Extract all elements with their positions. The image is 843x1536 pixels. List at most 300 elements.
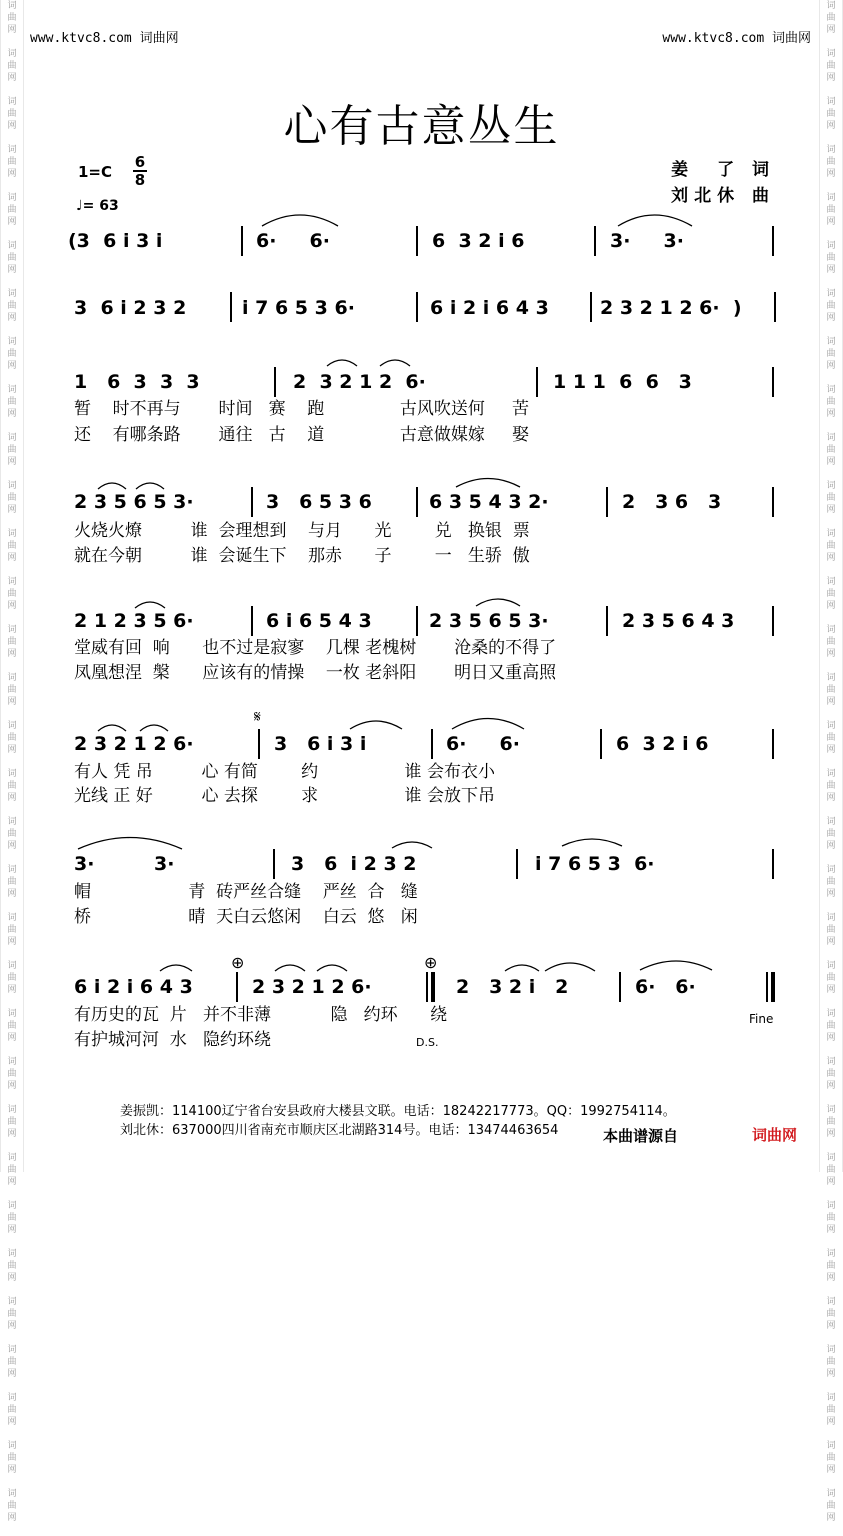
watermark-char: 词 [826, 913, 836, 923]
watermark-char: 曲 [826, 1117, 836, 1127]
measure-18: 2 3 5 6 5 3· [429, 610, 549, 632]
watermark-char: 网 [826, 121, 836, 131]
watermark-char: 词 [7, 1489, 17, 1499]
watermark-gap [820, 564, 842, 576]
watermark-gap [820, 1284, 842, 1296]
measure-27: 6 i 2 i 6 4 3 [74, 976, 193, 998]
measure-12: 2 3 5 6 5 3· [74, 491, 194, 513]
watermark-char: 曲 [826, 445, 836, 455]
watermark-char: 曲 [7, 733, 17, 743]
tie-arc [452, 719, 524, 730]
watermark-char: 网 [7, 1417, 17, 1427]
watermark-char: 曲 [826, 1357, 836, 1367]
watermark-char: 词 [826, 865, 836, 875]
measure-23: 6 3 2 i 6 [616, 733, 709, 755]
watermark-char: 曲 [7, 877, 17, 887]
barline [416, 226, 418, 256]
watermark-gap [1, 1236, 23, 1248]
watermark-char: 词 [7, 721, 17, 731]
watermark-char: 曲 [826, 733, 836, 743]
watermark-char: 曲 [7, 781, 17, 791]
measure-29: 2 3 2 i 2 [456, 976, 569, 998]
score-row-5 [0, 851, 843, 881]
watermark-char: 网 [826, 745, 836, 755]
watermark-char: 曲 [7, 1213, 17, 1223]
watermark-char: 曲 [826, 1069, 836, 1079]
watermark-char: 曲 [7, 253, 17, 263]
watermark-char: 词 [7, 577, 17, 587]
site-url-right[interactable]: www.ktvc8.com 词曲网 [662, 31, 811, 46]
watermark-char: 网 [7, 745, 17, 755]
watermark-char: 词 [826, 1249, 836, 1259]
barline [600, 729, 602, 759]
watermark-gap [1, 1476, 23, 1488]
score-row-2 [0, 489, 843, 519]
barline [251, 487, 253, 517]
watermark-char: 网 [826, 601, 836, 611]
barline [772, 487, 774, 517]
watermark-gap [1, 708, 23, 720]
barline [236, 972, 238, 1002]
watermark-char: 词 [7, 1, 17, 11]
watermark-char: 网 [826, 1465, 836, 1475]
watermark-char: 词 [7, 433, 17, 443]
measure-26: i 7 6 5 3 6· [535, 853, 655, 875]
coda-sign: ⊕ [424, 953, 438, 972]
watermark-char: 曲 [826, 973, 836, 983]
measure-7: 6 i 2 i 6 4 3 [430, 297, 549, 319]
watermark-char: 曲 [826, 109, 836, 119]
measure-11: 1 1 1 6 6 3 [553, 371, 692, 393]
watermark-char: 词 [826, 961, 836, 971]
measure-28: 2 3 2 1 2 6· [252, 976, 372, 998]
watermark-char: 网 [826, 1321, 836, 1331]
watermark-char: 词 [826, 1393, 836, 1403]
watermark-char: 词 [826, 1, 836, 11]
watermark-char: 曲 [7, 829, 17, 839]
watermark-char: 网 [826, 985, 836, 995]
watermark-char: 词 [7, 1345, 17, 1355]
watermark-gap [820, 1236, 842, 1248]
watermark-char: 网 [7, 1273, 17, 1283]
watermark-char: 网 [826, 217, 836, 227]
brand-logo[interactable]: 词曲网 [752, 1126, 798, 1144]
barline [772, 849, 774, 879]
lyricist-contact: 姜振凯：114100辽宁省台安县政府大楼县文联。电话：18242217773。QQ：1992754114。 [120, 1104, 676, 1119]
watermark-char: 词 [826, 769, 836, 779]
barline [536, 367, 538, 397]
watermark-char: 词 [7, 1009, 17, 1019]
watermark-gap [1, 564, 23, 576]
watermark-char: 曲 [826, 1453, 836, 1463]
watermark-char: 曲 [826, 1021, 836, 1031]
watermark-char: 曲 [826, 397, 836, 407]
watermark-gap [1, 1332, 23, 1344]
measure-14: 6 3 5 4 3 2· [429, 491, 549, 513]
watermark-gap [1, 180, 23, 192]
composer-contact: 刘北休：637000四川省南充市顺庆区北湖路314号。电话：13474463654 [120, 1123, 559, 1138]
lyric-verse-2: 凤凰想涅 槃 应该有的情操 一枚 老斜阳 明日又重高照 [74, 663, 557, 683]
watermark-char: 词 [7, 673, 17, 683]
watermark-gap [1, 36, 23, 48]
measure-6: i 7 6 5 3 6· [242, 297, 355, 319]
meter-bottom: 8 [134, 171, 146, 189]
watermark-char: 网 [7, 985, 17, 995]
watermark-char: 词 [826, 1489, 836, 1499]
barline [241, 226, 243, 256]
slur-arc [476, 599, 520, 606]
watermark-char: 网 [7, 1081, 17, 1091]
measure-3: 6 3 2 i 6 [432, 230, 525, 252]
watermark-char: 曲 [7, 13, 17, 23]
tie-arc [78, 838, 182, 850]
watermark-char: 网 [7, 505, 17, 515]
watermark-char: 网 [7, 313, 17, 323]
watermark-char: 网 [826, 361, 836, 371]
watermark-char: 网 [826, 25, 836, 35]
watermark-char: 网 [7, 217, 17, 227]
watermark-char: 曲 [7, 1021, 17, 1031]
watermark-char: 曲 [7, 541, 17, 551]
watermark-char: 曲 [826, 589, 836, 599]
watermark-char: 词 [7, 529, 17, 539]
watermark-char: 词 [826, 49, 836, 59]
watermark-char: 词 [7, 385, 17, 395]
watermark-gap [820, 276, 842, 288]
watermark-char: 网 [826, 553, 836, 563]
source-label: 本曲谱源自 [603, 1127, 679, 1145]
watermark-char: 曲 [826, 205, 836, 215]
watermark-char: 词 [7, 625, 17, 635]
watermark-char: 词 [826, 529, 836, 539]
time-signature [132, 154, 148, 188]
barline [416, 292, 418, 322]
watermark-char: 词 [7, 337, 17, 347]
score-row-intro-2 [0, 295, 843, 325]
measure-25: 3 6 i 2 3 2 [291, 853, 417, 875]
watermark-gap [820, 1140, 842, 1152]
watermark-char: 词 [7, 145, 17, 155]
watermark-char: 词 [7, 1057, 17, 1067]
site-url-left[interactable]: www.ktvc8.com 词曲网 [30, 31, 179, 46]
watermark-gap [1, 276, 23, 288]
lyric-verse-2: 还 有哪条路 通往 古 道 古意做媒嫁 娶 [74, 425, 529, 445]
watermark-char: 曲 [7, 1405, 17, 1415]
watermark-char: 网 [826, 313, 836, 323]
watermark-char: 网 [826, 889, 836, 899]
lyric-verse-1: 暂 时不再与 时间 赛 跑 古风吹送何 苦 [74, 399, 529, 419]
slur-arc [317, 965, 347, 971]
watermark-char: 网 [826, 1417, 836, 1427]
watermark-gap [1, 1428, 23, 1440]
slur-arc [392, 842, 432, 848]
watermark-char: 网 [826, 169, 836, 179]
watermark-gap [820, 1476, 842, 1488]
tempo-marking: ♩= 63 [76, 198, 119, 214]
score-row-6 [0, 974, 843, 1004]
watermark-char: 网 [7, 793, 17, 803]
watermark-char: 词 [826, 1201, 836, 1211]
watermark-char: 网 [7, 265, 17, 275]
watermark-char: 曲 [826, 1261, 836, 1271]
watermark-char: 词 [7, 97, 17, 107]
measure-20: 2 3 2 1 2 6· [74, 733, 194, 755]
ds-marking: D.S. [416, 1036, 439, 1049]
watermark-char: 网 [7, 1465, 17, 1475]
watermark-char: 曲 [826, 1309, 836, 1319]
watermark-char: 词 [7, 865, 17, 875]
watermark-char: 曲 [826, 637, 836, 647]
barline [772, 226, 774, 256]
watermark-char: 曲 [7, 1261, 17, 1271]
watermark-char: 词 [7, 1153, 17, 1163]
coda-sign: ⊕ [231, 953, 245, 972]
fine-marking: Fine [749, 1012, 774, 1026]
watermark-char: 曲 [826, 685, 836, 695]
measure-8: 2 3 2 1 2 6· ) [600, 297, 742, 319]
watermark-gap [1, 1092, 23, 1104]
watermark-char: 词 [7, 913, 17, 923]
watermark-char: 词 [826, 1057, 836, 1067]
watermark-gap [820, 660, 842, 672]
watermark-char: 词 [826, 145, 836, 155]
watermark-char: 词 [826, 481, 836, 491]
watermark-char: 词 [7, 49, 17, 59]
lyric-verse-1: 有历史的瓦 片 并不非薄 隐 约环 绕 [74, 1005, 448, 1025]
watermark-char: 曲 [7, 493, 17, 503]
watermark-char: 词 [826, 817, 836, 827]
watermark-char: 词 [7, 1441, 17, 1451]
slur-arc [505, 965, 539, 971]
watermark-char: 词 [826, 1297, 836, 1307]
barline [258, 729, 260, 759]
slur-arc [562, 839, 622, 846]
watermark-char: 词 [826, 577, 836, 587]
watermark-char: 网 [826, 457, 836, 467]
measure-9: 1 6 3 3 3 [74, 371, 200, 393]
watermark-char: 网 [826, 265, 836, 275]
watermark-char: 网 [7, 25, 17, 35]
watermark-char: 曲 [7, 157, 17, 167]
measure-4: 3· 3· [610, 230, 684, 252]
barline [416, 487, 418, 517]
score-row-1 [0, 369, 843, 399]
watermark-char: 词 [826, 625, 836, 635]
watermark-char: 曲 [826, 13, 836, 23]
watermark-char: 网 [826, 1033, 836, 1043]
watermark-char: 网 [7, 1225, 17, 1235]
watermark-char: 词 [826, 97, 836, 107]
measure-22: 6· 6· [446, 733, 520, 755]
watermark-gap [1, 900, 23, 912]
watermark-char: 曲 [7, 445, 17, 455]
watermark-char: 词 [7, 481, 17, 491]
watermark-char: 曲 [826, 301, 836, 311]
measure-30: 6· 6· [635, 976, 696, 998]
repeat-barline [426, 972, 428, 1002]
watermark-char: 词 [826, 1345, 836, 1355]
slur-arc [160, 965, 192, 971]
measure-19: 2 3 5 6 4 3 [622, 610, 735, 632]
barline [594, 226, 596, 256]
watermark-char: 网 [7, 121, 17, 131]
lyric-verse-1: 有人 凭 吊 心 有简 约 谁 会布衣小 [74, 762, 495, 782]
watermark-char: 曲 [7, 61, 17, 71]
watermark-char: 曲 [826, 493, 836, 503]
watermark-gap [1, 1380, 23, 1392]
watermark-char: 网 [826, 1081, 836, 1091]
watermark-gap [820, 1332, 842, 1344]
barline [431, 729, 433, 759]
slur-arc [456, 479, 520, 488]
watermark-gap [820, 420, 842, 432]
watermark-char: 曲 [826, 1165, 836, 1175]
watermark-gap [1, 1284, 23, 1296]
watermark-char: 网 [826, 793, 836, 803]
watermark-char: 词 [826, 1153, 836, 1163]
lyric-verse-1: 帽 青 砖严丝合缝 严丝 合 缝 [74, 882, 418, 902]
watermark-char: 曲 [826, 61, 836, 71]
watermark-char: 网 [7, 1321, 17, 1331]
watermark-char: 网 [826, 1129, 836, 1139]
slur-arc [350, 721, 402, 729]
watermark-char: 曲 [826, 157, 836, 167]
watermark-char: 网 [826, 649, 836, 659]
watermark-gap [820, 948, 842, 960]
slur-arc [327, 360, 357, 366]
watermark-gap [1, 660, 23, 672]
watermark-char: 词 [826, 433, 836, 443]
watermark-gap [820, 804, 842, 816]
watermark-char: 网 [7, 889, 17, 899]
watermark-char: 网 [826, 409, 836, 419]
meter-top: 6 [134, 153, 146, 171]
watermark-char: 词 [826, 1441, 836, 1451]
watermark-char: 曲 [7, 1357, 17, 1367]
watermark-char: 词 [7, 1297, 17, 1307]
watermark-char: 曲 [826, 829, 836, 839]
watermark-gap [820, 708, 842, 720]
measure-17: 6 i 6 5 4 3 [266, 610, 372, 632]
watermark-char: 网 [826, 1225, 836, 1235]
watermark-char: 词 [7, 1249, 17, 1259]
watermark-char: 网 [826, 1273, 836, 1283]
measure-5: 3 6 i 2 3 2 [74, 297, 187, 319]
barline [230, 292, 232, 322]
watermark-gap [820, 1524, 842, 1536]
watermark-gap [1, 1524, 23, 1536]
barline [274, 367, 276, 397]
watermark-char: 词 [826, 289, 836, 299]
watermark-char: 网 [826, 697, 836, 707]
watermark-char: 曲 [7, 685, 17, 695]
watermark-char: 曲 [7, 1453, 17, 1463]
watermark-char: 网 [826, 1513, 836, 1523]
measure-15: 2 3 6 3 [622, 491, 722, 513]
tie-arc [640, 961, 712, 970]
watermark-char: 网 [7, 649, 17, 659]
watermark-char: 曲 [826, 1501, 836, 1511]
watermark-gap [820, 1044, 842, 1056]
watermark-gap [820, 468, 842, 480]
watermark-char: 词 [7, 241, 17, 251]
barline [416, 606, 418, 636]
lyricist-credit: 姜 了 词 [671, 160, 775, 180]
watermark-char: 网 [7, 1033, 17, 1043]
watermark-char: 词 [7, 1201, 17, 1211]
watermark-char: 网 [7, 841, 17, 851]
tie-arc [262, 215, 338, 226]
watermark-gap [820, 324, 842, 336]
watermark-char: 曲 [826, 541, 836, 551]
watermark-char: 词 [826, 1009, 836, 1019]
barline [606, 606, 608, 636]
watermark-char: 词 [7, 769, 17, 779]
watermark-char: 词 [7, 961, 17, 971]
watermark-char: 网 [826, 937, 836, 947]
watermark-gap [1, 324, 23, 336]
watermark-char: 曲 [7, 349, 17, 359]
watermark-gap [1, 420, 23, 432]
segno-sign: 𝄋 [254, 707, 261, 726]
watermark-gap [1, 1140, 23, 1152]
watermark-char: 词 [826, 721, 836, 731]
watermark-char: 曲 [826, 925, 836, 935]
lyric-verse-1: 火烧火燎 谁 会理想到 与月 光 兑 换银 票 [74, 521, 530, 541]
watermark-char: 网 [826, 73, 836, 83]
final-barline [771, 972, 775, 1002]
watermark-char: 曲 [826, 1213, 836, 1223]
watermark-gap [1, 1044, 23, 1056]
watermark-gap [820, 36, 842, 48]
watermark-char: 词 [7, 1393, 17, 1403]
watermark-char: 曲 [7, 973, 17, 983]
watermark-char: 曲 [7, 1501, 17, 1511]
watermark-char: 词 [7, 289, 17, 299]
key-signature: 1=C [78, 163, 113, 181]
watermark-char: 网 [7, 73, 17, 83]
barline [772, 606, 774, 636]
watermark-gap [820, 900, 842, 912]
watermark-char: 网 [7, 457, 17, 467]
watermark-char: 曲 [7, 589, 17, 599]
watermark-char: 网 [826, 505, 836, 515]
watermark-char: 网 [826, 841, 836, 851]
watermark-char: 网 [7, 697, 17, 707]
watermark-char: 曲 [826, 253, 836, 263]
watermark-char: 曲 [826, 877, 836, 887]
slur-arc [380, 360, 410, 366]
barline [619, 972, 621, 1002]
slur-arc [545, 963, 595, 971]
watermark-char: 词 [826, 241, 836, 251]
watermark-char: 网 [7, 409, 17, 419]
watermark-char: 词 [826, 673, 836, 683]
lyric-verse-2: 有护城河河 水 隐约环绕 [74, 1030, 272, 1050]
watermark-char: 词 [7, 817, 17, 827]
watermark-char: 网 [7, 1177, 17, 1187]
watermark-char: 曲 [7, 1309, 17, 1319]
measure-2: 6· 6· [256, 230, 330, 252]
watermark-char: 曲 [826, 781, 836, 791]
watermark-gap [1, 468, 23, 480]
lyric-verse-2: 桥 晴 天白云悠闲 白云 悠 闲 [74, 907, 418, 927]
measure-21: 3 6 i 3 i [274, 733, 367, 755]
barline [774, 292, 776, 322]
watermark-gap [820, 180, 842, 192]
watermark-char: 网 [7, 1129, 17, 1139]
score-row-intro-1 [0, 228, 843, 258]
